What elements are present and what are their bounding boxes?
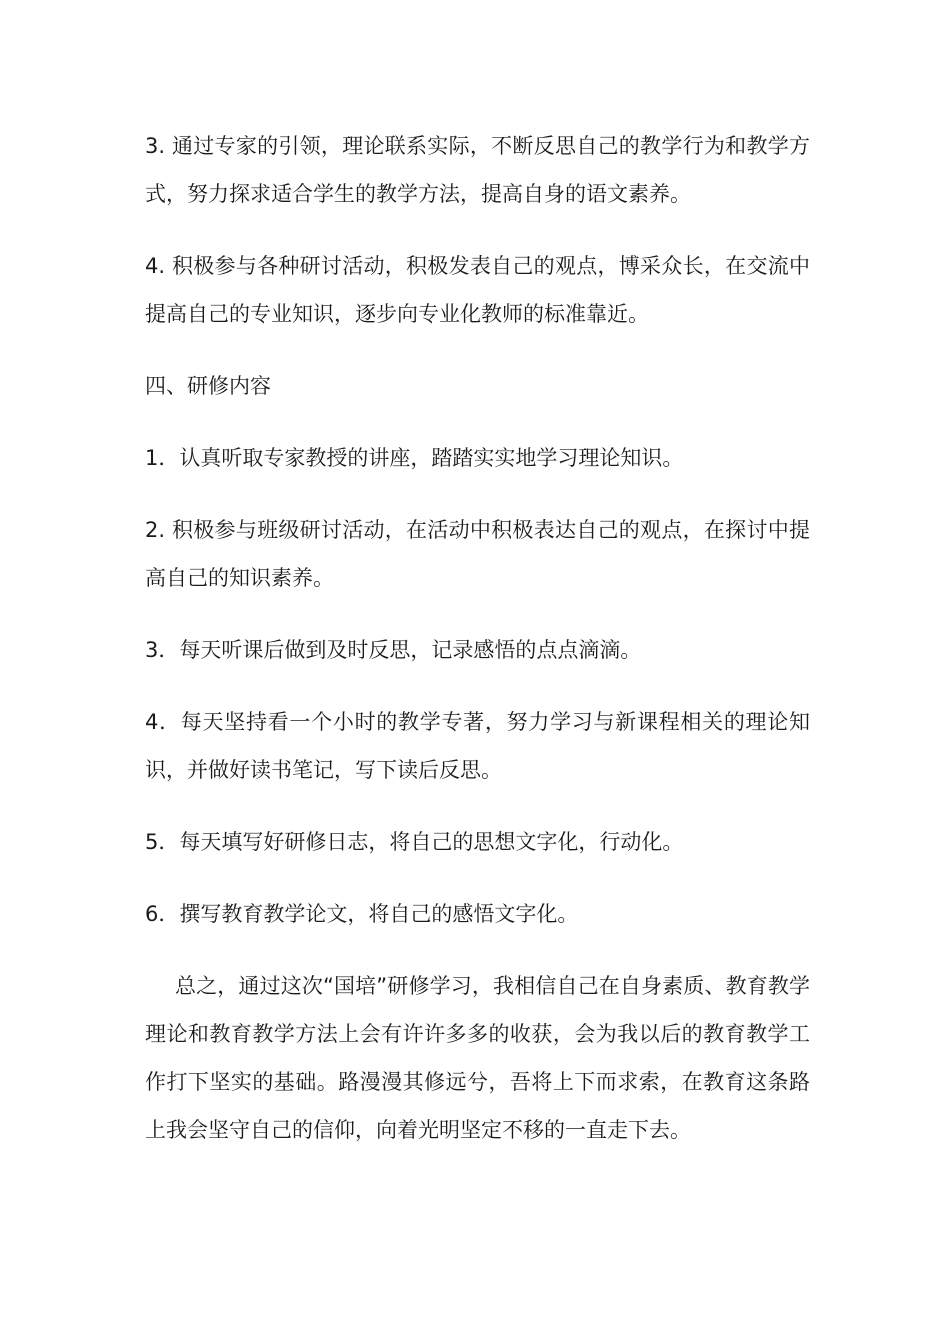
paragraph-goal-3: 3. 通过专家的引领，理论联系实际，不断反思自己的教学行为和教学方式，努力探求适合学生的教学方法，提高自身的语文素养。 [145, 134, 810, 206]
section-heading-content: 四、研修内容 [145, 374, 271, 398]
document-page [145, 122, 810, 1154]
paragraph-content-5: 5．每天填写好研修日志，将自己的思想文字化，行动化。 [145, 830, 684, 854]
paragraph-content-6: 6．撰写教育教学论文，将自己的感悟文字化。 [145, 902, 579, 926]
paragraph-content-1: 1．认真听取专家教授的讲座，踏踏实实地学习理论知识。 [145, 446, 684, 470]
paragraph-goal-4: 4. 积极参与各种研讨活动，积极发表自己的观点，博采众长，在交流中提高自己的专业知识，逐步向专业化教师的标准靠近。 [145, 254, 810, 326]
paragraph-content-2: 2. 积极参与班级研讨活动，在活动中积极表达自己的观点，在探讨中提高自己的知识素养。 [145, 518, 810, 590]
paragraph-content-3: 3．每天听课后做到及时反思，记录感悟的点点滴滴。 [145, 638, 642, 662]
paragraph-content-4: 4．每天坚持看一个小时的教学专著，努力学习与新课程相关的理论知识，并做好读书笔记，写下读后反思。 [145, 710, 810, 782]
paragraph-conclusion: 总之，通过这次“国培”研修学习，我相信自己在自身素质、教育教学理论和教育教学方法上会有许许多多的收获，会为我以后的教育教学工作打下坚实的基础。路漫漫其修远兮，吾将上下而求索，在教育这条路上我会坚守自己的信仰，向着光明坚定不移的一直走下去。 [145, 974, 810, 1142]
